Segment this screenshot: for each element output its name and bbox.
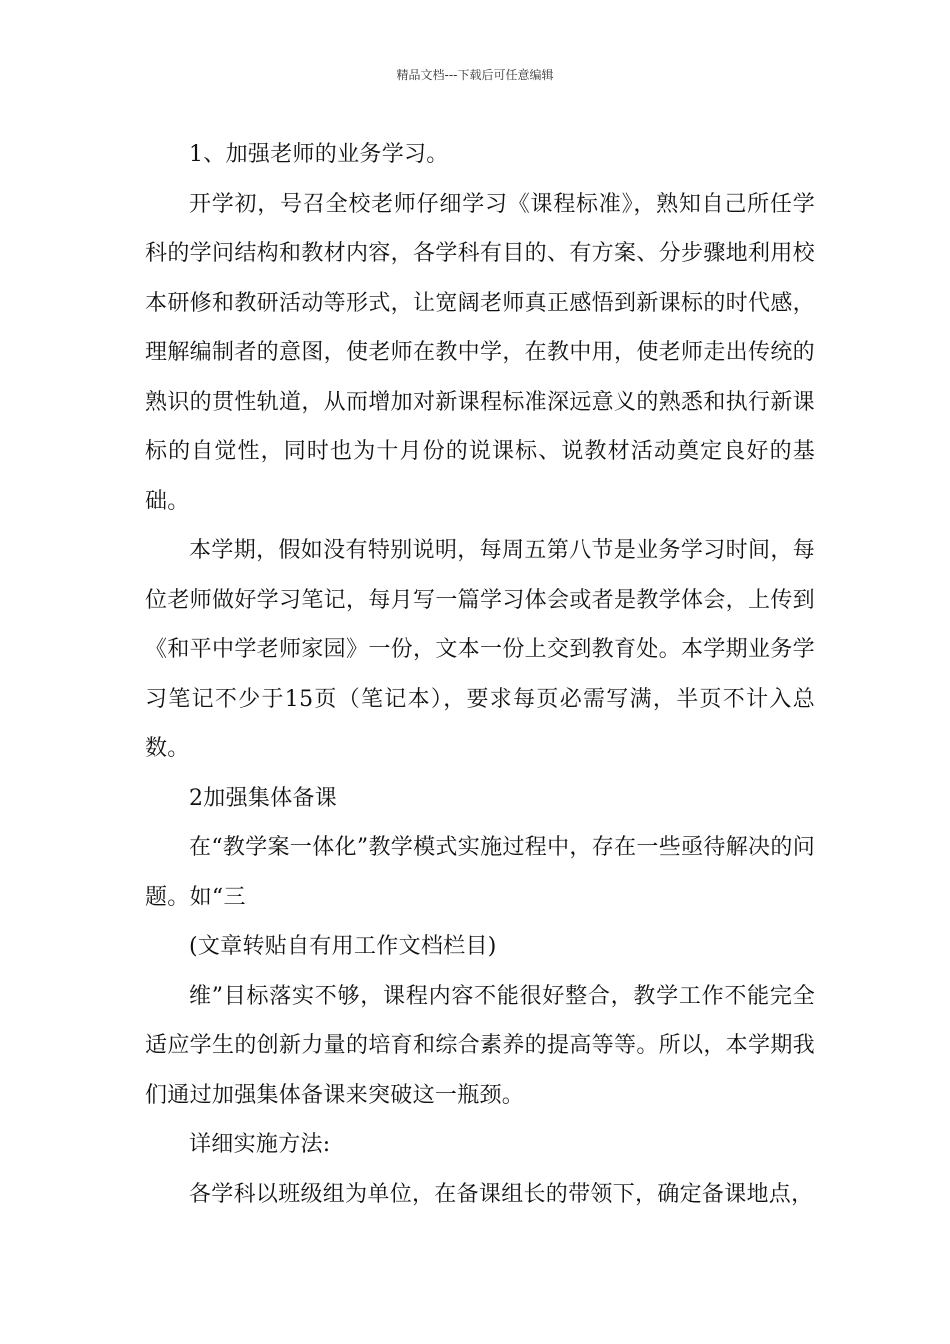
paragraph: 各学科以班级组为单位，在备课组长的带领下，确定备课地点，: [189, 1181, 814, 1207]
paragraph: 维”目标落实不够，课程内容不能很好整合，教学工作不能完全适应学生的创新力量的培育和综合素养的提高等等。所以，本学期我们通过加强集体备课来突破这一瓶颈。: [145, 983, 815, 1108]
page-header: 精品文档---下载后可任意编辑: [396, 68, 554, 82]
paragraph: 在“教学案一体化”教学模式实施过程中，存在一些亟待解决的问题。如“三: [145, 835, 815, 910]
paragraph-heading-1: 1、加强老师的业务学习。: [189, 142, 449, 167]
paragraph: 开学初，号召全校老师仔细学习《课程标准》，熟知自己所任学科的学问结构和教材内容，各学科有目的、有方案、分步骤地利用校本研修和教研活动等形式，让宽阔老师真正感悟到新课标的时代感，理解编制者的意图，使老师在教中学，在教中用，使老师走出传统的熟识的贯性轨道，从而增加对新课程标准深远意义的熟悉和执行新课标的自觉性，同时也为十月份的说课标、说教材活动奠定良好的基础。: [145, 191, 815, 514]
document-body: [145, 130, 815, 1219]
paragraph-note: (文章转贴自有用工作文档栏目): [189, 934, 497, 959]
paragraph: 本学期，假如没有特别说明，每周五第八节是业务学习时间，每位老师做好学习笔记，每月写一篇学习体会或者是教学体会，上传到《和平中学老师家园》一份，文本一份上交到教育处。本学期业务学习笔记不少于15页（笔记本），要求每页必需写满，半页不计入总数。: [145, 538, 815, 761]
paragraph-heading-2: 2加强集体备课: [189, 785, 338, 811]
paragraph-subheading: 详细实施方法:: [189, 1132, 331, 1157]
